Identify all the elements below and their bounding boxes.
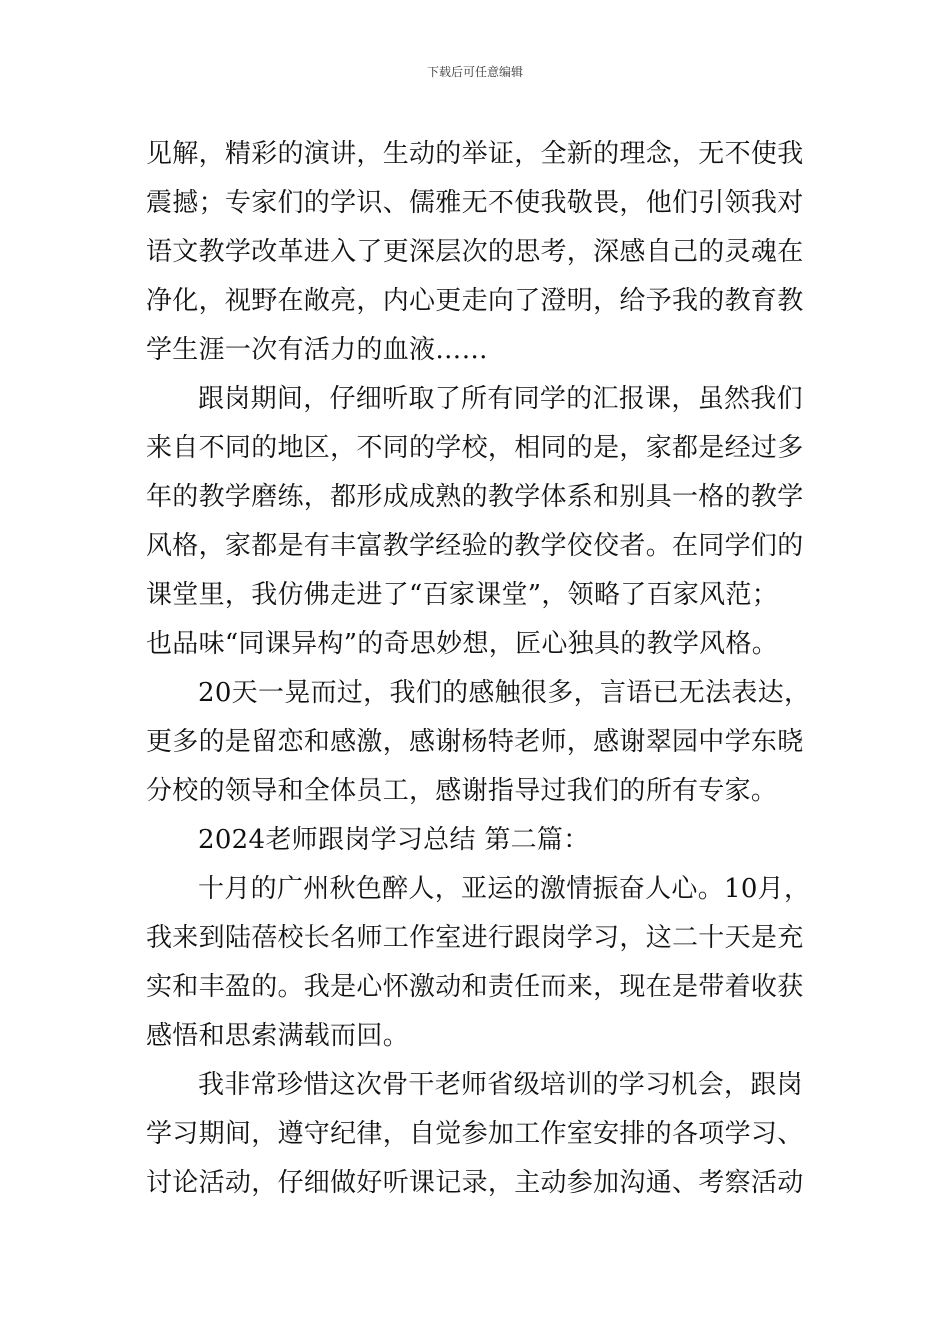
paragraph-first-line: 我非常珍惜这次骨干老师省级培训的学习机会，跟岗 xyxy=(198,1070,803,1100)
text-line: 来自不同的地区，不同的学校，相同的是，家都是经过多 xyxy=(146,433,804,463)
text-line: 净化，视野在敞亮，内心更走向了澄明，给予我的教育教 xyxy=(146,286,804,316)
text-line: 学生涯一次有活力的血液…… xyxy=(146,335,488,365)
paragraph-first-line: 十月的广州秋色醉人，亚运的激情振奋人心。10月， xyxy=(198,874,811,904)
text-line: 感悟和思索满载而回。 xyxy=(146,1021,410,1051)
text-line: 我来到陆蓓校长名师工作室进行跟岗学习，这二十天是充 xyxy=(146,923,804,953)
text-line: 语文教学改革进入了更深层次的思考，深感自己的灵魂在 xyxy=(146,237,804,267)
paragraph-first-line: 跟岗期间，仔细听取了所有同学的汇报课，虽然我们 xyxy=(198,384,803,414)
text-line: 年的教学磨练，都形成成熟的教学体系和别具一格的教学 xyxy=(146,482,804,512)
text-line: 课堂里，我仿佛走进了“百家课堂”，领略了百家风范； xyxy=(146,580,779,610)
text-line: 实和丰盈的。我是心怀激动和责任而来，现在是带着收获 xyxy=(146,972,804,1002)
text-line: 更多的是留恋和感激，感谢杨特老师，感谢翠园中学东晓 xyxy=(146,727,804,757)
text-line: 也品味“同课异构”的奇思妙想，匠心独具的教学风格。 xyxy=(146,629,779,659)
document-body xyxy=(146,130,814,1208)
text-line: 见解，精彩的演讲，生动的举证，全新的理念，无不使我 xyxy=(146,139,804,169)
text-line: 分校的领导和全体员工，感谢指导过我们的所有专家。 xyxy=(146,776,778,806)
text-line: 讨论活动，仔细做好听课记录，主动参加沟通、考察活动 xyxy=(146,1168,804,1198)
paragraph-first-line: 20天一晃而过，我们的感触很多，言语已无法表达， xyxy=(198,678,811,708)
section-heading: 2024老师跟岗学习总结 第二篇： xyxy=(198,825,590,855)
text-line: 风格，家都是有丰富教学经验的教学佼佼者。在同学们的 xyxy=(146,531,804,561)
text-line: 学习期间，遵守纪律，自觉参加工作室安排的各项学习、 xyxy=(146,1119,804,1149)
text-line: 震撼；专家们的学识、儒雅无不使我敬畏，他们引领我对 xyxy=(146,188,804,218)
page-header: 下载后可任意编辑 xyxy=(426,65,523,79)
